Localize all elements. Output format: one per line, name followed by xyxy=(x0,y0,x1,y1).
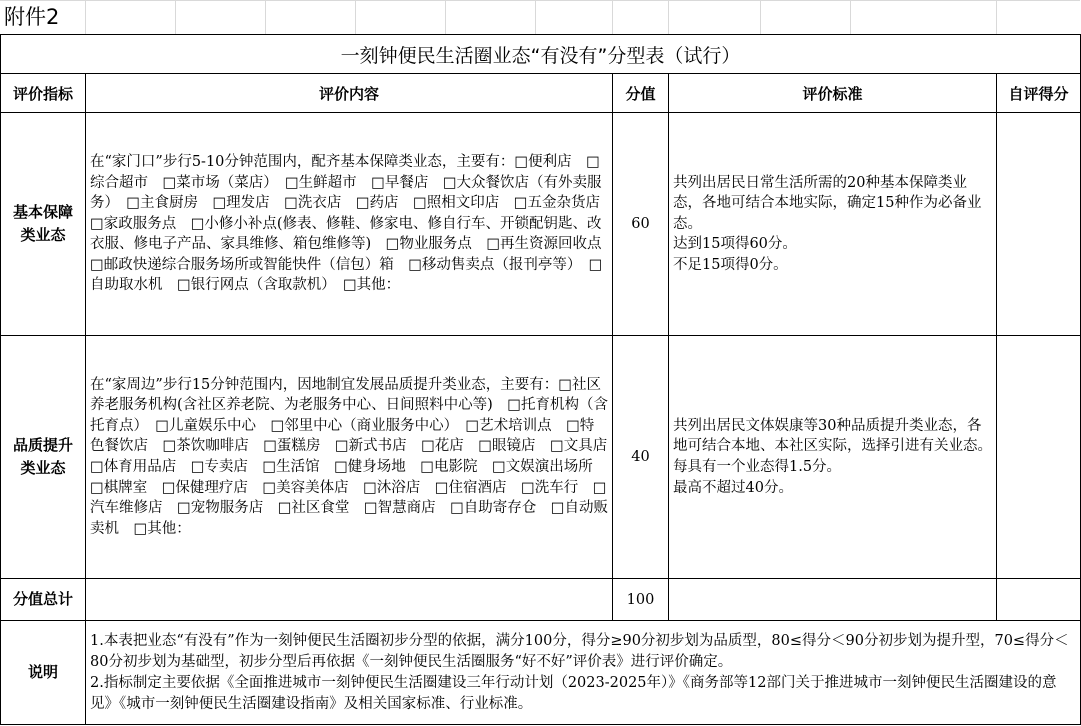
title-row xyxy=(1,35,1081,74)
table-row-quality xyxy=(1,336,1081,579)
total-row xyxy=(1,579,1081,621)
table-row-basic xyxy=(1,113,1081,336)
self-score-quality[interactable] xyxy=(997,336,1081,579)
score-basic: 60 xyxy=(613,113,669,336)
standard-quality-line: 最高不超过40分。 xyxy=(673,479,793,496)
total-self-score[interactable] xyxy=(997,579,1081,621)
standard-quality xyxy=(669,336,997,579)
header-self-score: 自评得分 xyxy=(997,74,1081,113)
notes-content xyxy=(86,621,1081,725)
total-score: 100 xyxy=(613,579,669,621)
total-content-empty xyxy=(86,579,613,621)
notes-label: 说明 xyxy=(1,621,86,725)
header-score: 分值 xyxy=(613,74,669,113)
standard-basic-line: 不足15项得0分。 xyxy=(673,256,788,273)
standard-basic xyxy=(669,113,997,336)
note-item: 1.本表把业态“有没有”作为一刻钟便民生活圈初步分型的依据，满分100分，得分≥90分初步划为品质型，80≤得分＜90分初步划为提升型，70≤得分＜80分初步划为基础型，初步分型后再依据《一刻钟便民生活圈服务“好不好”评价表》进行评价确定。 xyxy=(90,632,1069,670)
total-standard-empty xyxy=(669,579,997,621)
standard-basic-line: 共列出居民日常生活所需的20种基本保障类业态，各地可结合本地实际，确定15种作为必备业态。 xyxy=(673,174,982,232)
content-quality: 在“家周边”步行15分钟范围内，因地制宜发展品质提升类业态，主要有：□社区养老服务机构(含社区养老院、为老服务中心、日间照料中心等) □托育机构（含托育点） □儿童娱乐中心 □邻里中心（商业服务中心） □艺术培训点 □特色餐饮店 □茶饮咖啡店 □蛋糕房 □新式书店 □花店 □眼镜店 □文具店 □体育用品店 □专卖店 □生活馆 □健身场地 □电影院 □文娱演出场所 □棋牌室 □保健理疗店 □美容美体店 □沐浴店 □住宿酒店 □洗车行 □汽车维修店 □宠物服务店 □社区食堂 □智慧商店 □自助寄存仓 □自动贩卖机 □其他： xyxy=(86,336,613,579)
spreadsheet-gridlines xyxy=(0,0,1080,34)
indicator-basic-text: 基本保障类业态 xyxy=(12,203,73,244)
attachment-label: 附件2 xyxy=(4,2,63,32)
header-indicator: 评价指标 xyxy=(1,74,86,113)
notes-row xyxy=(1,621,1081,725)
indicator-quality xyxy=(1,336,86,579)
self-score-basic[interactable] xyxy=(997,113,1081,336)
indicator-basic xyxy=(1,113,86,336)
table-title: 一刻钟便民生活圈业态“有没有”分型表（试行） xyxy=(1,35,1081,74)
header-standard: 评价标准 xyxy=(669,74,997,113)
header-content: 评价内容 xyxy=(86,74,613,113)
standard-quality-line: 共列出居民文体娱康等30种品质提升类业态，各地可结合本地、本社区实际，选择引进有关业态。 xyxy=(673,417,992,455)
content-basic: 在“家门口”步行5-10分钟范围内，配齐基本保障类业态，主要有：□便利店 □综合超市 □菜市场（菜店） □生鲜超市 □早餐店 □大众餐饮店（有外卖服务） □主食厨房 □理发店 □洗衣店 □药店 □照相文印店 □五金杂货店 □家政服务点 □小修小补点(修表、修鞋、修家电、修自行车、开锁配钥匙、改衣服、修电子产品、家具维修、箱包维修等) □物业服务点 □再生资源回收点 □邮政快递综合服务场所或智能快件（信包）箱 □移动售卖点（报刊亭等） □自助取水机 □银行网点（含取款机） □其他： xyxy=(86,113,613,336)
standard-basic-line: 达到15项得60分。 xyxy=(673,236,797,253)
total-label: 分值总计 xyxy=(1,579,86,621)
classification-table xyxy=(0,34,1081,725)
standard-quality-line: 每具有一个业态得1.5分。 xyxy=(673,459,842,475)
indicator-quality-text: 品质提升类业态 xyxy=(12,436,73,477)
score-quality: 40 xyxy=(613,336,669,579)
note-item: 2.指标制定主要依据《全面推进城市一刻钟便民生活圈建设三年行动计划（2023-2025年）》《商务部等12部门关于推进城市一刻钟便民生活圈建设的意见》《城市一刻钟便民生活圈建设指南》及相关国家标准、行业标准。 xyxy=(90,674,1057,712)
header-row xyxy=(1,74,1081,113)
